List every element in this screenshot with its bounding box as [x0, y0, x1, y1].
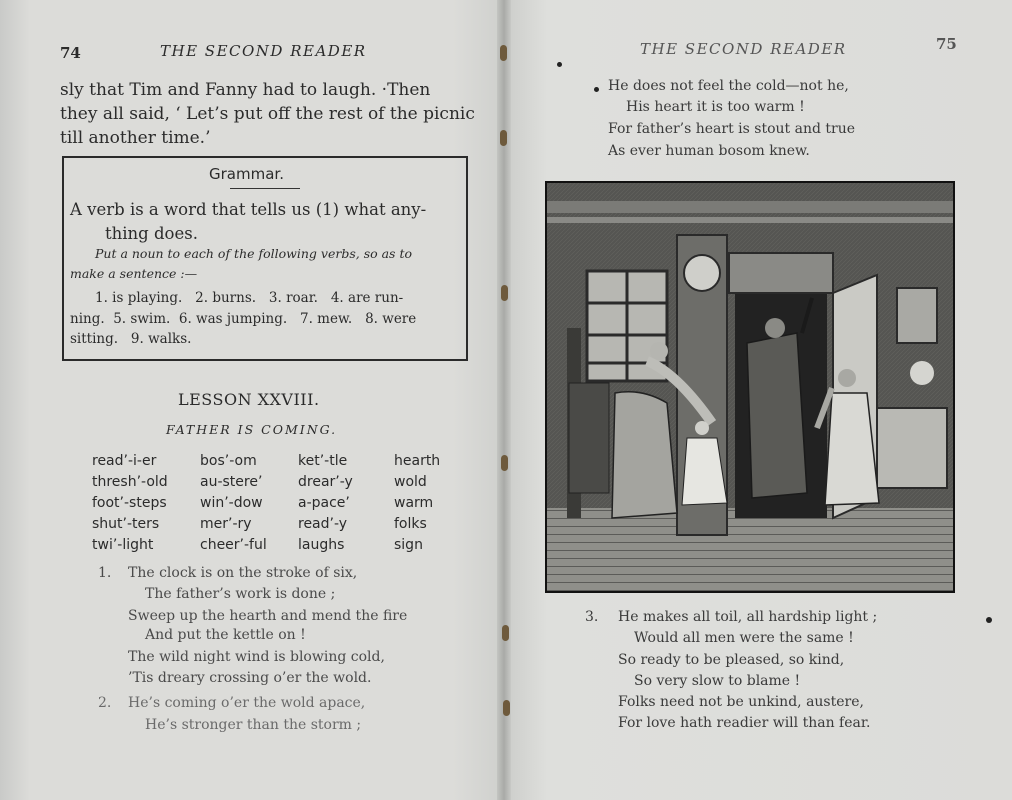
intro-line: till another time.’ — [60, 128, 211, 148]
book-gutter — [497, 0, 511, 800]
vocab-word: cheer’-ful — [200, 537, 267, 553]
grammar-exercise: ning. 5. swim. 6. was jumping. 7. mew. 8. were — [70, 311, 417, 327]
poem-line: Sweep up the hearth and mend the fire — [128, 608, 408, 624]
grammar-exercise: 1. is playing. 2. burns. 3. roar. 4. are run- — [95, 290, 404, 306]
vocab-word: wold — [394, 474, 427, 490]
vocab-column — [200, 451, 267, 556]
poem-line: So ready to be pleased, so kind, — [618, 652, 845, 668]
vocab-word: mer’-ry — [200, 516, 252, 532]
vocab-word: warm — [394, 495, 434, 511]
vocab-word: shut’-ters — [92, 516, 160, 532]
poem-line: And put the kettle on ! — [145, 627, 306, 643]
poem-line: The wild night wind is blowing cold, — [128, 649, 385, 665]
ink-dot — [557, 62, 562, 67]
binding-hole — [503, 700, 510, 716]
stanza-number: 3. — [585, 609, 599, 625]
binding-hole — [501, 455, 508, 471]
vocab-word: au-stere’ — [200, 474, 263, 490]
poem-line: For father’s heart is stout and true — [608, 121, 856, 137]
running-head-left: THE SECOND READER — [160, 42, 367, 60]
intro-line: they all said, ‘ Let’s put off the rest of the picnic — [60, 104, 475, 124]
vocab-word: read’-i-er — [92, 453, 157, 469]
page-number-left: 74 — [60, 44, 81, 62]
poem-line: The father’s work is done ; — [145, 586, 336, 602]
vocab-word: win’-dow — [200, 495, 263, 511]
vocab-word: a-pace’ — [298, 495, 350, 511]
lesson-title: FATHER IS COMING. — [166, 422, 338, 437]
vocab-column — [92, 451, 168, 556]
vocab-word: laughs — [298, 537, 345, 553]
ink-dot — [594, 87, 599, 92]
ink-dot — [986, 617, 992, 623]
poem-line: So very slow to blame ! — [634, 673, 801, 689]
grammar-exercise: sitting. 9. walks. — [70, 331, 192, 347]
running-head-right: THE SECOND READER — [640, 40, 847, 58]
stanza-number: 2. — [98, 695, 112, 711]
vocab-word: ket’-tle — [298, 453, 348, 469]
engraving-art — [547, 183, 953, 591]
poem-line: Would all men were the same ! — [634, 630, 854, 646]
poem-line: He’s coming o’er the wold apace, — [128, 695, 366, 711]
poem-line: He’s stronger than the storm ; — [145, 717, 362, 733]
binding-hole — [500, 45, 507, 61]
vocab-word: folks — [394, 516, 427, 532]
vocab-word: foot’-steps — [92, 495, 167, 511]
binding-hole — [502, 625, 509, 641]
vocab-word: bos’-om — [200, 453, 257, 469]
binding-hole — [500, 130, 507, 146]
poem-line: He does not feel the cold—not he, — [608, 78, 849, 94]
poem-line: For love hath readier will than fear. — [618, 715, 871, 731]
poem-line: As ever human bosom knew. — [608, 143, 810, 159]
intro-line: sly that Tim and Fanny had to laugh. ·Then — [60, 80, 431, 100]
vocab-column — [394, 451, 440, 556]
title-underline — [230, 188, 300, 189]
grammar-title: Grammar. — [209, 165, 284, 183]
vocab-word: thresh’-old — [92, 474, 168, 490]
engraving-illustration — [545, 181, 955, 593]
grammar-instruction: Put a noun to each of the following verbs, so as to — [95, 246, 412, 261]
poem-line: His heart it is too warm ! — [626, 99, 805, 115]
vocab-word: twi’-light — [92, 537, 154, 553]
grammar-definition: A verb is a word that tells us (1) what any- — [70, 200, 427, 219]
page-number-right: 75 — [936, 35, 957, 53]
vocab-word: hearth — [394, 453, 441, 469]
vocab-word: read’-y — [298, 516, 348, 532]
poem-line: The clock is on the stroke of six, — [128, 565, 358, 581]
poem-line: ’Tis dreary crossing o’er the wold. — [128, 670, 372, 686]
vocab-column — [298, 451, 353, 556]
binding-hole — [501, 285, 508, 301]
lesson-number: LESSON XXVIII. — [178, 390, 320, 409]
vocab-word: sign — [394, 537, 423, 553]
poem-line: Folks need not be unkind, austere, — [618, 694, 864, 710]
stanza-number: 1. — [98, 565, 112, 581]
poem-line: He makes all toil, all hardship light ; — [618, 609, 878, 625]
grammar-instruction: make a sentence :— — [70, 266, 198, 281]
grammar-definition: thing does. — [105, 224, 198, 243]
vocab-word: drear’-y — [298, 474, 353, 490]
